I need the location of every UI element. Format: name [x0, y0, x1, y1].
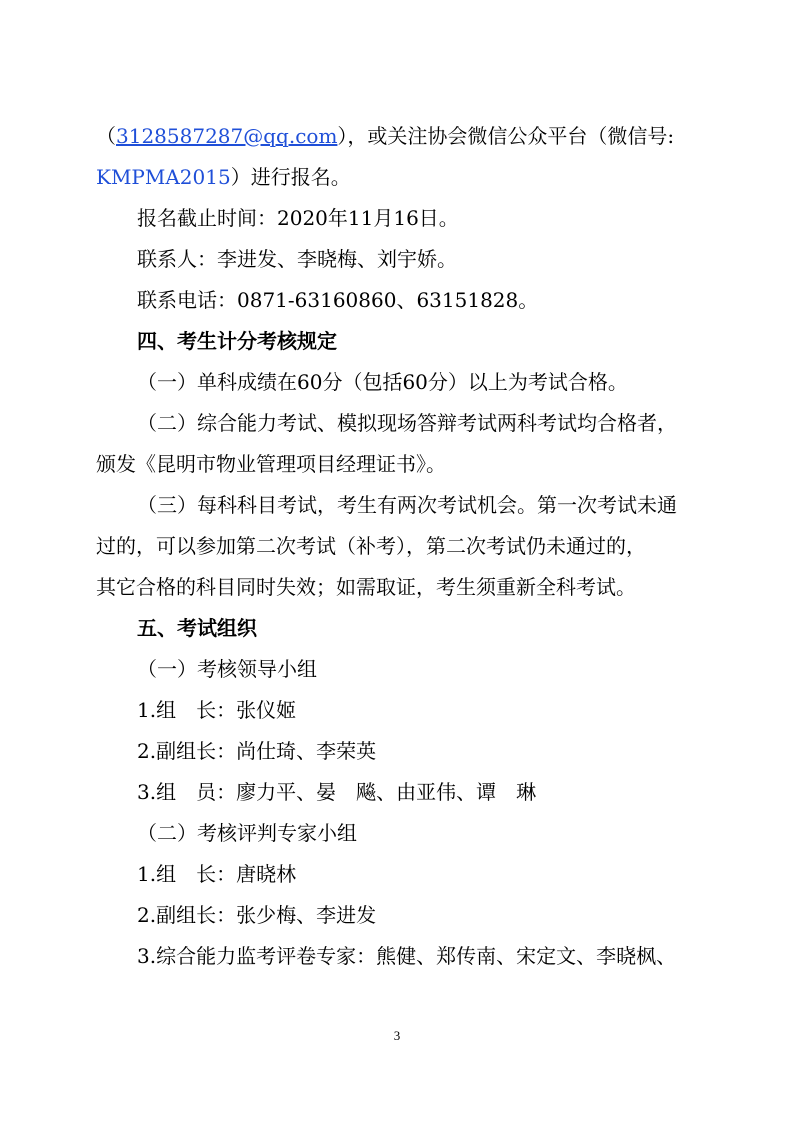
expert-group-examiners: 3.综合能力监考评卷专家：熊健、郑传南、宋定文、李晓枫、: [137, 944, 677, 968]
expert-group-title: （二）考核评判专家小组: [137, 821, 357, 845]
email-link[interactable]: 3128587287@qq.com: [116, 124, 338, 148]
wechat-id: KMPMA2015: [96, 165, 231, 189]
wechat-text: ），或关注协会微信公众平台（微信号:: [337, 124, 675, 148]
open-paren: （: [96, 124, 116, 148]
registration-deadline: 报名截止时间：2020年11月16日。: [137, 206, 459, 230]
registration-wechat-line: [0, 163, 794, 191]
scoring-rule-2-line-1: （二）综合能力考试、模拟现场答辩考试两科考试均合格者，: [137, 411, 677, 435]
registration-text: ）进行报名。: [230, 165, 351, 189]
contact-phone: 联系电话：0871-63160860、63151828。: [137, 288, 539, 312]
page-number: 3: [393, 1028, 401, 1043]
leadership-group-leader: 1.组 长：张仪姬: [137, 698, 297, 722]
scoring-rule-3-line-3: 其它合格的科目同时失效；如需取证，考生须重新全科考试。: [96, 575, 636, 599]
registration-email-line: [0, 122, 794, 150]
leadership-group-title: （一）考核领导小组: [137, 657, 317, 681]
contact-persons: 联系人：李进发、李晓梅、刘宇娇。: [137, 247, 457, 271]
section-5-heading: 五、考试组织: [137, 616, 257, 640]
section-4-heading: 四、考生计分考核规定: [137, 329, 337, 353]
scoring-rule-3-line-2: 过的，可以参加第二次考试（补考），第二次考试仍未通过的，: [96, 534, 646, 558]
expert-group-leader: 1.组 长：唐晓林: [137, 862, 297, 886]
leadership-group-deputy: 2.副组长：尚仕琦、李荣英: [137, 739, 377, 763]
expert-group-deputy: 2.副组长：张少梅、李进发: [137, 903, 377, 927]
scoring-rule-2-line-2: 颁发《昆明市物业管理项目经理证书》。: [96, 452, 446, 476]
leadership-group-members: 3.组 员：廖力平、晏 飚、由亚伟、谭 琳: [137, 780, 537, 804]
scoring-rule-3-line-1: （三）每科科目考试，考生有两次考试机会。第一次考试未通: [137, 493, 677, 517]
scoring-rule-1: （一）单科成绩在60分（包括60分）以上为考试合格。: [137, 370, 628, 394]
